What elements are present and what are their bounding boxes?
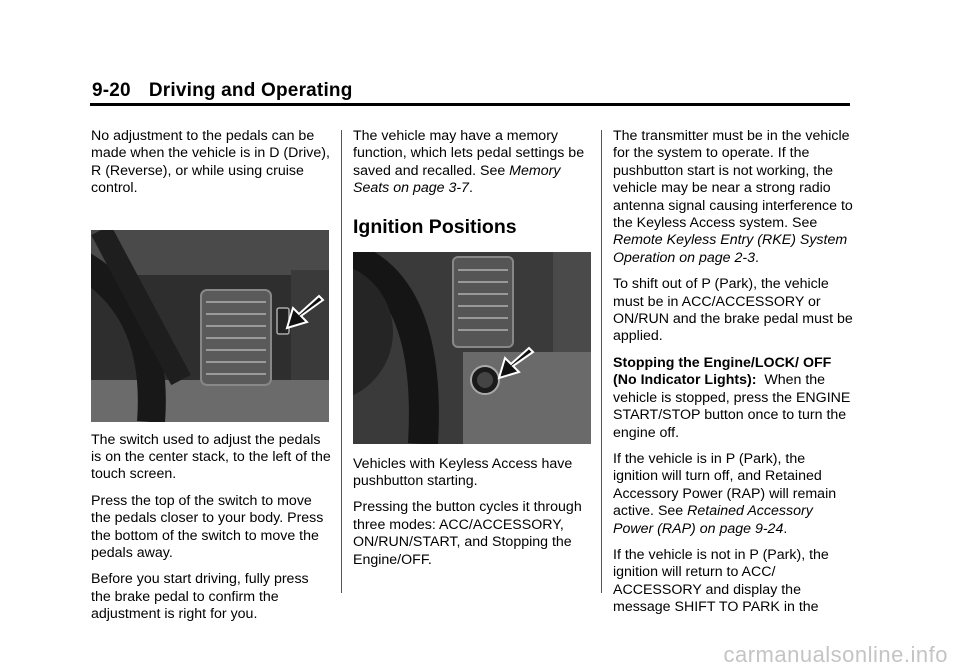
paragraph: The switch used to adjust the pedals is on the center stack, to the left of the touch screen. <box>91 431 331 483</box>
cross-reference: Memory Seats on page 3-7 <box>353 162 561 197</box>
column-3 <box>613 128 853 626</box>
page-number: 9-20 <box>92 80 131 101</box>
cross-reference: Remote Keyless Entry (RKE) System Operation on page 2-3 <box>613 232 848 266</box>
ignition-button-photo <box>353 252 591 444</box>
paragraph: Vehicles with Keyless Access have pushbutton starting. <box>353 455 573 490</box>
watermark: carmanualsonline.info <box>723 642 948 667</box>
header-rule <box>90 103 850 106</box>
paragraph: Press the top of the switch to move the pedals closer to your body. Press the bottom of the switch to move the pedals away. <box>91 492 324 562</box>
column-divider <box>341 130 342 593</box>
pedal-switch-photo <box>91 230 329 422</box>
paragraph: Before you start driving, fully press the brake pedal to confirm the adjustment is right for you. <box>91 571 309 623</box>
cross-reference: Retained Accessory Power (RAP) on page 9-24 <box>613 503 813 537</box>
column-1 <box>91 128 331 633</box>
paragraph: If the vehicle is in P (Park), the ignition will turn off, and Retained Accessory Power (RAP) will remain active. See Retained Accessory Power (RAP) on page 9-24. <box>613 450 837 537</box>
paragraph: To shift out of P (Park), the vehicle must be in ACC/ACCESSORY or ON/RUN and the brake pedal must be applied. <box>613 276 853 345</box>
column-divider <box>601 130 602 593</box>
paragraph: The vehicle may have a memory function, which lets pedal settings be saved and recalled. See Memory Seats on page 3-7. <box>353 128 585 197</box>
section-heading: Ignition Positions <box>353 215 517 238</box>
column-2 <box>353 128 593 578</box>
section-title: Driving and Operating <box>148 80 353 101</box>
paragraph: If the vehicle is not in P (Park), the ignition will return to ACC/ ACCESSORY and display the message SHIFT TO PARK in the <box>613 546 829 616</box>
paragraph: No adjustment to the pedals can be made when the vehicle is in D (Drive), R (Reverse), or while using cruise control. <box>91 128 330 197</box>
paragraph: Stopping the Engine/LOCK/ OFF (No Indicator Lights): When the vehicle is stopped, press the ENGINE START/STOP button once to turn the engine off. <box>613 354 855 441</box>
run-in-heading: Stopping the Engine/LOCK/ OFF (No Indicator Lights): <box>613 354 832 389</box>
page-header <box>92 80 353 102</box>
paragraph: Pressing the button cycles it through three modes: ACC/ACCESSORY, ON/RUN/START, and Stopping the Engine/OFF. <box>353 499 582 568</box>
paragraph: The transmitter must be in the vehicle for the system to operate. If the pushbutton start is not working, the vehicle may be near a strong radio antenna signal causing interference to the Keyless Access system. See Remote Keyless Entry (RKE) System Operation on page 2-3. <box>613 128 853 266</box>
